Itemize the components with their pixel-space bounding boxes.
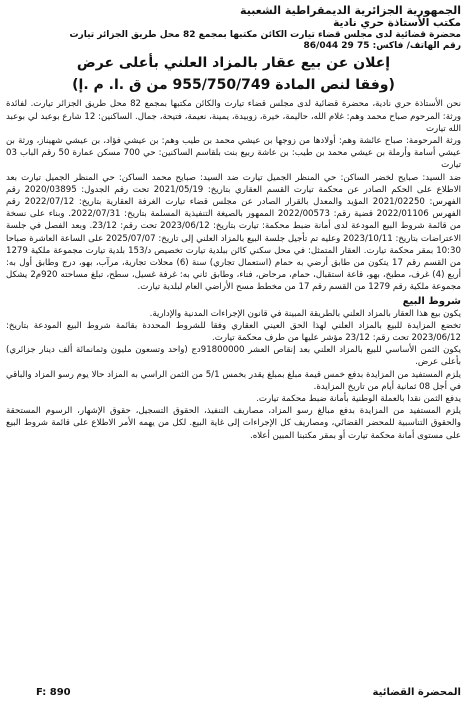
judgment-paragraph: ضد السيد: صبايح لخضر الساكن: حي المنظر الجميل تيارت ضد السيد: صبايح محمد الساكن: حي المنظر الجميل تيارت بعد الاطلاع على الحكم الصادر عن محكمة تيارت القسم العقاري بتاريخ: 2021/05/19 تحت رقم الجدول: 2020/03895 رقم الفهرس: 2021/02250 المؤيد والمعدل بالقرار الصادر عن مجلس قضاء تيارت الغرفة العقارية بتاريخ: 2022/07/12 رقم الفهرس 2022/01106 قضية رقم: 2022/00573 الممهور بالصيغة التنفيذية المسلمة بتاريخ: 2022/07/31. وبناء على نسخة من قائمة شروط البيع المودعة لدى أمانة ضبط محكمة: تيارت بتاريخ: 2023/06/12 تحت رقم: 23/12. وبعد الفصل في جلسة الاعتراضات بتاريخ: 2023/10/11 وعليه تم تأجيل جلسة البيع بالمزاد العلني إلى تاريخ: 2025/07/07 على الساعة العاشرة صباحا 10:30 بمقر محكمة تيارت. العقار المتمثل: في محل سكني كائن ببلدية تيارت تخصيص د/153 بلدية تيارت مجموعة ملكية 1279 من القسم رقم 17 يتكون من طابق أرضي به حمام (استعمال تجاري) سنة (6) محلات تجارية، مرآب، بهو، درج وطابق أول به: أربع (4) غرف، مطبخ، بهو، قاعة استقبال، حمام، مرحاض، فناء، وطابق ثاني به: غرفة غسيل، سطح، تبلغ مساحته 920م2 يشكل مجموعة ملكية رقم 1279 من القسم رقم 17 من مخطط مسح الأراضي العام لبلدية تيارت. (6, 172, 462, 293)
office-phone: رقم الهاتف/ فاكس: 75 29 86/044 (303, 40, 461, 51)
notice-footer (6, 684, 461, 700)
conditions-heading: شروط البيع (402, 295, 461, 307)
bailiff-signature: المحضرة القضائية (372, 686, 461, 698)
condition-item: يلزم المستفيد من المزايدة بدفع خمس قيمة مبلغ بمبلغ يقدر بخمس 5/1 من الثمن الراسي به المزاد حالا يوم رسو المزاد والباقي في أجل 08 ثمانية أيام من تاريخ المزايدة. (6, 369, 461, 392)
notice-title: إعلان عن بيع عقار بالمزاد العلني بأعلى عرض (76, 55, 391, 72)
condition-item: تخضع المزايدة للبيع بالمزاد العلني لهذا الحق العيني العقاري وفقا للشروط المحددة بقائمة شروط البيع المودعة بتاريخ: 2023/06/12 تحت رقم: 23/12 مؤشر عليها من طرف محكمة تيارت. (6, 320, 461, 344)
condition-item: يكون الثمن الأساسي للبيع بالمزاد العلني بعد إنقاص العشر 91800000دج (واحد وتسعون مليون وثمانمائة ألف دينار جزائري) بأعلى عرض. (6, 345, 462, 368)
office-address: محضرة قضائية لدى مجلس قضاء تيارت الكائن مكتبها بمجمع 82 محل طريق الجزائر تيارت (69, 29, 461, 40)
republic-header: الجمهورية الجزائرية الديمقراطية الشعبية (240, 4, 461, 17)
notice-subtitle: (وفقا لنص المادة 955/750/749 من ق .ا. م .إ) (72, 76, 395, 93)
office-name: مكتب الأستاذة حري نادية (333, 17, 461, 30)
condition-item: يكون بيع هذا العقار بالمزاد العلني بالطريقة المبينة في قانون الإجراءات المدنية والإدارية. (149, 308, 461, 319)
reference-code: F: 890 (36, 686, 71, 698)
condition-item: يدفع الثمن نقدا بالعملة الوطنية بأمانة ضبط محكمة تيارت. (256, 394, 461, 405)
heirs-paragraph: ورثة المرحومة: صباح عائشة وهم: أولادها من زوجها بن عيشي محمد بن طيب وهم: بن عيشي فؤاد، بن عيشي شهيناز، ورثة بن عيشي أسامة وأرملة بن عيشي محمد بن طيب: بن عاشة ربيع بنت بلقاسم الساكنين: حي 700 مسكن عمارة 50 رقم الباب 03 تيارت (6, 135, 462, 171)
condition-item: يلزم المستفيد من المزايدة بدفع مبالغ رسو المزاد، مصاريف التنفيذ، الحقوق التسجيل، حقوق الإشهار، الرسوم المستحقة والحقوق التناسبية للمحضر القضائي، ومصاريف كل الإجراءات إلى غاية البيع. لكل من يهمه الأمر الاطلاع على قائمة شروط البيع على مستوى أمانة محكمة تيارت أو بمقر مكتبنا المبين أعلاه. (6, 406, 461, 441)
plaintiffs-paragraph: نحن الأستاذة حري نادية، محضرة قضائية لدى مجلس قضاء تيارت والكائن مكتبها بمجمع 82 محل طريق الجزائر تيارت. لفائدة ورثة: المرحوم صباح محمد وهم: غلام الله، حاليمة، خيرة، زوبيدة، يمينة، نعيمة، فتيحة، جمال. الساكنين: 12 شارع بوعبد لي بوعبد الله تيارت (6, 99, 462, 134)
